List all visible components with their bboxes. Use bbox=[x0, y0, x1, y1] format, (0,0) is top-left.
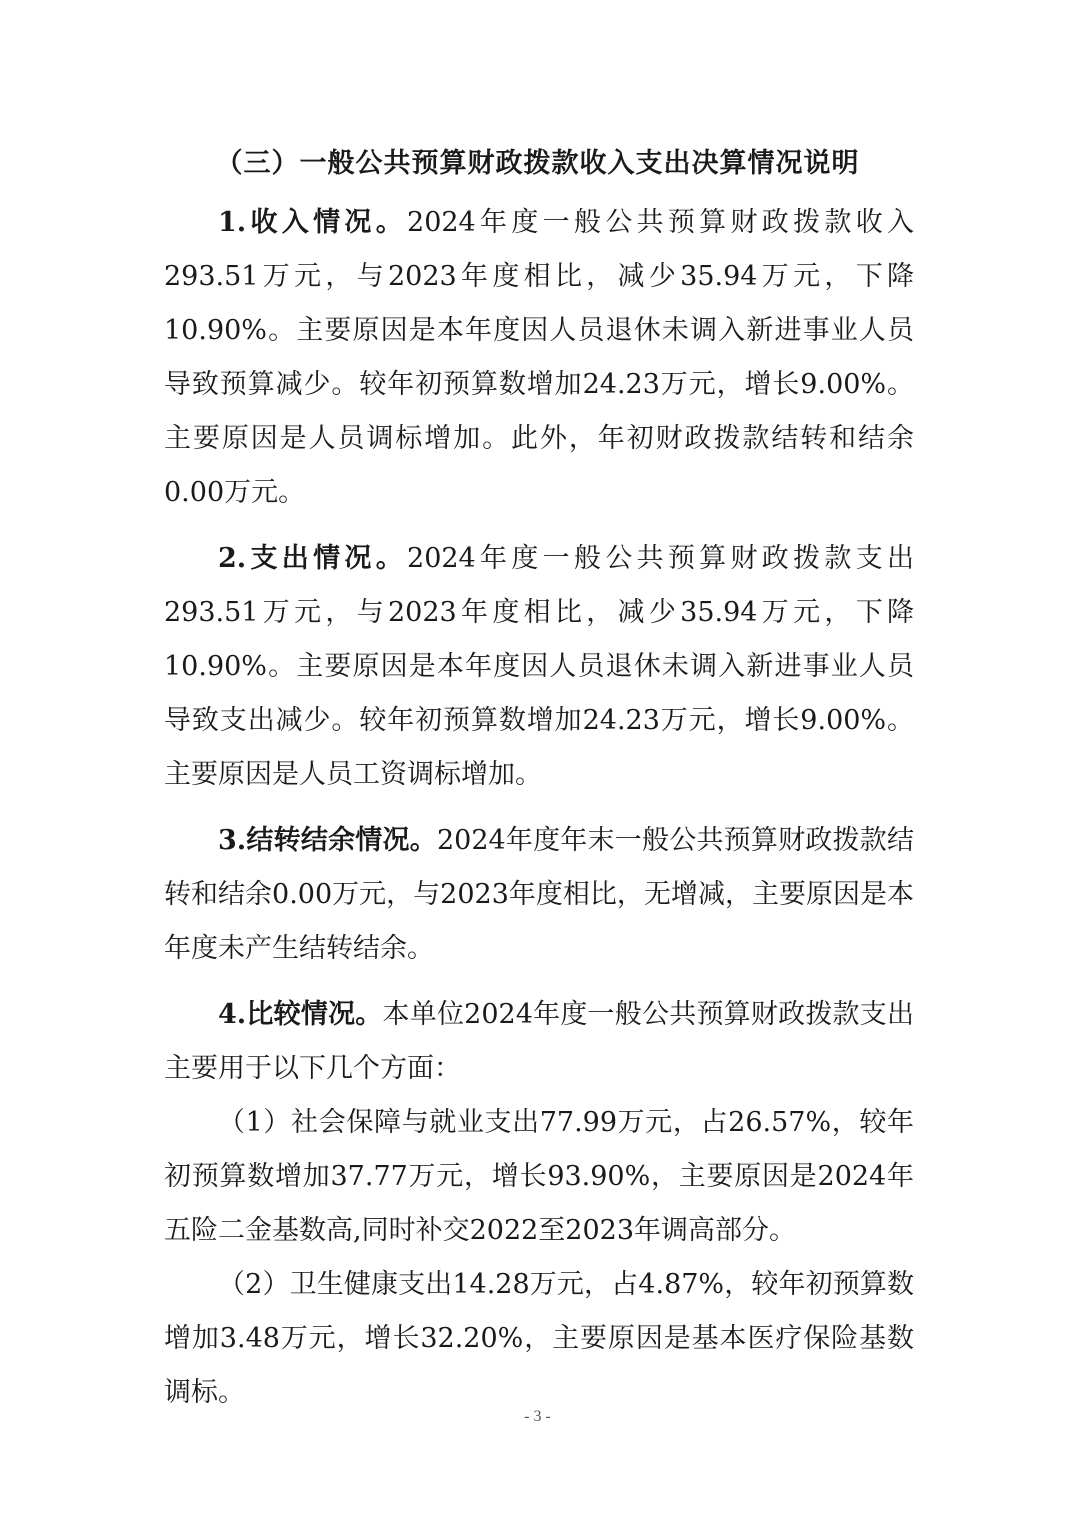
paragraph-carryover bbox=[164, 814, 914, 976]
list-item-social-security bbox=[164, 1096, 914, 1258]
paragraph-comparison bbox=[164, 988, 914, 1096]
paragraph-text: 2024年度一般公共预算财政拨款支出293.51万元，与2023年度相比，减少35.94万元，下降10.90%。主要原因是本年度因人员退休未调入新进事业人员导致支出减少。较年初预算数增加24.23万元，增长9.00%。主要原因是人员工资调标增加。 bbox=[164, 543, 914, 790]
paragraph-text: 本单位2024年度一般公共预算财政拨款支出主要用于以下几个方面： bbox=[164, 999, 914, 1084]
list-item-text: （2）卫生健康支出14.28万元，占4.87%，较年初预算数增加3.48万元，增长32.20%，主要原因是基本医疗保险基数调标。 bbox=[164, 1269, 914, 1408]
paragraph-lead: 4.比较情况。 bbox=[218, 999, 383, 1030]
paragraph-lead: 3.结转结余情况。 bbox=[218, 825, 437, 856]
paragraph-expenditure bbox=[164, 532, 914, 802]
section-title: （三）一般公共预算财政拨款收入支出决算情况说明 bbox=[215, 148, 860, 179]
paragraph-income bbox=[164, 196, 914, 520]
list-item-text: （1）社会保障与就业支出77.99万元，占26.57%，较年初预算数增加37.77万元，增长93.90%，主要原因是2024年五险二金基数高,同时补交2022至2023年调高部分。 bbox=[164, 1107, 914, 1246]
list-item-health bbox=[164, 1258, 914, 1420]
document-body bbox=[164, 196, 914, 1420]
paragraph-text: 2024年度年末一般公共预算财政拨款结转和结余0.00万元，与2023年度相比，无增减，主要原因是本年度未产生结转结余。 bbox=[164, 825, 915, 964]
paragraph-lead: 1.收入情况。 bbox=[218, 207, 408, 238]
paragraph-lead: 2.支出情况。 bbox=[218, 543, 408, 574]
paragraph-text: 2024年度一般公共预算财政拨款收入293.51万元，与2023年度相比，减少35.94万元，下降10.90%。主要原因是本年度因人员退休未调入新进事业人员导致预算减少。较年初预算数增加24.23万元，增长9.00%。主要原因是人员调标增加。此外，年初财政拨款结转和结余0.00万元。 bbox=[164, 207, 914, 508]
page-number: - 3 - bbox=[524, 1408, 551, 1425]
